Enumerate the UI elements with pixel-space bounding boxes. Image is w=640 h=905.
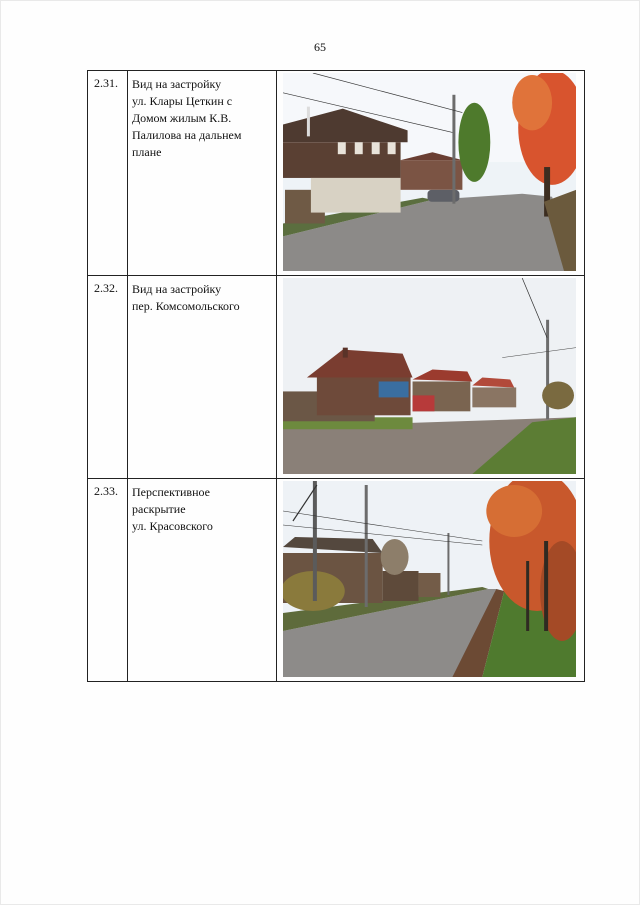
street-photo-icon (283, 278, 576, 474)
street-photo-2 (283, 278, 576, 474)
table-row (88, 276, 584, 479)
street-photo-icon (283, 73, 576, 271)
street-photo-1 (283, 73, 576, 271)
row-number: 2.32. (88, 276, 128, 478)
page-number: 65 (314, 40, 326, 54)
photo-cell (277, 71, 584, 275)
row-description: Вид на застройку пер. Комсомольского (128, 276, 277, 478)
photo-cell (277, 479, 584, 681)
row-description: Вид на застройку ул. Клары Цеткин с Домом жилым К.В. Палилова на дальнем плане (128, 71, 277, 275)
street-photo-3 (283, 481, 576, 677)
table-row (88, 479, 584, 681)
table-row (88, 71, 584, 276)
row-number: 2.31. (88, 71, 128, 275)
photo-cell (277, 276, 584, 478)
street-photo-icon (283, 481, 576, 677)
photo-table (87, 70, 585, 682)
row-description: Перспективное раскрытие ул. Красовского (128, 479, 277, 681)
row-number: 2.33. (88, 479, 128, 681)
